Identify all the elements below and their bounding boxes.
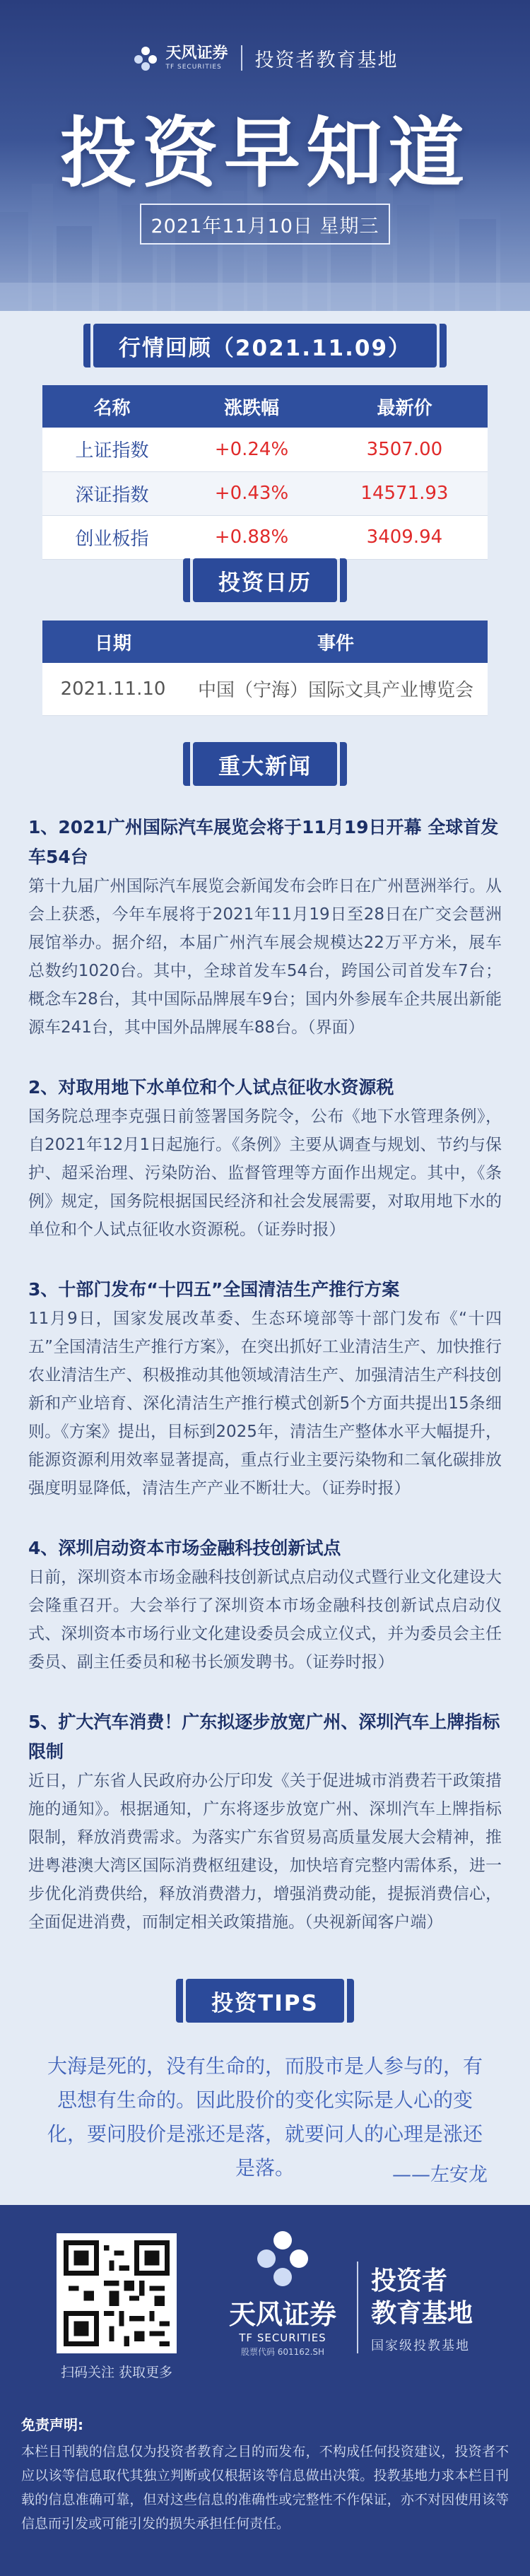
- tips-section-header: [0, 1979, 530, 2023]
- disclaimer-title: 免责声明:: [21, 2416, 83, 2433]
- base-subtitle: 国家级投教基地: [371, 2339, 470, 2353]
- market-col-price: 最新价: [322, 385, 488, 428]
- news-item: [28, 1534, 502, 1676]
- calendar-section-title: 投资日历: [193, 558, 337, 602]
- index-price: 3409.94: [322, 515, 488, 559]
- footer: [0, 2205, 530, 2576]
- brand-name-en: TF SECURITIES: [165, 63, 222, 71]
- base-title-line-1: 投资者: [371, 2266, 448, 2295]
- footer-brand-cn: 天风证券: [228, 2299, 336, 2330]
- news-section-header: [0, 742, 530, 786]
- market-section-title: 行情回顾（2021.11.09）: [93, 324, 437, 367]
- brand-logo: [131, 44, 228, 72]
- market-table: [42, 385, 488, 560]
- table-row: [42, 428, 488, 471]
- index-change: +0.43%: [182, 471, 322, 515]
- index-price: 3507.00: [322, 428, 488, 471]
- news-body: 第十九届广州国际汽车展览会新闻发布会昨日在广州琶洲举行。从会上获悉，今年车展将于2021年11月19日至28日在广交会琶洲展馆举办。据介绍，本届广州汽车展会规模达22万平方米，展车总数约1020台。其中，全球首发车54台，跨国公司首发车7台；概念车28台，其中国际品牌展车9台；国内外参展车企共展出新能源车241台，其中国外品牌展车88台。（界面）: [28, 877, 502, 1037]
- footer-brand-en: TF SECURITIES: [239, 2331, 326, 2344]
- brand-name-cn: 天风证券: [165, 44, 228, 62]
- date-label: 2021年11月10日 星期三: [140, 204, 390, 245]
- news-list: [28, 813, 502, 1968]
- index-price: 14571.93: [322, 471, 488, 515]
- event-name: 中国（宁海）国际文具产业博览会: [184, 663, 488, 715]
- table-row: [42, 515, 488, 559]
- index-change: +0.24%: [182, 428, 322, 471]
- brand-subtitle: 投资者教育基地: [254, 49, 399, 71]
- disclaimer-body: 本栏目刊载的信息仅为投资者教育之目的而发布，不构成任何投资建议，投资者不应以该等信息取代其独立判断或仅根据该等信息做出决策。投教基地力求本栏目刊载的信息准确可靠，但对这些信息的准确性或完整性不作保证，亦不对因使用该等信息而引发或可能引发的损失承担任何责任。: [21, 2444, 509, 2531]
- index-name: 上证指数: [42, 428, 182, 471]
- tips-author: ——左安龙: [392, 2164, 488, 2186]
- tips-section-title: 投资TIPS: [186, 1979, 344, 2023]
- index-name: 创业板指: [42, 515, 182, 559]
- qr-caption: 扫码关注 获取更多: [60, 2365, 173, 2380]
- header-hero: [0, 0, 530, 311]
- news-item: [28, 813, 502, 1042]
- calendar-col-event: 事件: [184, 621, 488, 663]
- tf-logo-icon: [131, 44, 160, 72]
- tf-logo-icon: [251, 2226, 314, 2290]
- qr-code-icon: [64, 2240, 170, 2346]
- news-body: 11月9日，国家发展改革委、生态环境部等十部门发布《“十四五”全国清洁生产推行方案》，在突出抓好工业清洁生产、加快推行农业清洁生产、积极推动其他领域清洁生产、加强清洁生产科技创新和产业培育、深化清洁生产推行模式创新5个方面共提出15条细则。《方案》提出，目标到2025年，清洁生产整体水平大幅提升，能源资源利用效率显著提高，重点行业主要污染物和二氧化碳排放强度明显降低，清洁生产产业不断壮大。（证券时报）: [28, 1310, 502, 1498]
- brand-row: [0, 44, 530, 72]
- tips-quote: 大海是死的，没有生命的，而股市是人参与的，有思想有生命的。因此股价的变化实际是人心的变化，要问股价是涨还是落，就要问人的心理是涨还是落。: [47, 2054, 483, 2180]
- brand-divider: [241, 45, 242, 71]
- calendar-table: [42, 621, 488, 716]
- table-row: [42, 471, 488, 515]
- news-body: 国务院总理李克强日前签署国务院令，公布《地下水管理条例》，自2021年12月1日起施行。《条例》主要从调查与规划、节约与保护、超采治理、污染防治、监督管理等方面作出规定。其中，《条例》规定，国务院根据国民经济和社会发展需要，对取用地下水的单位和个人试点征收水资源税。（证券时报）: [28, 1107, 502, 1239]
- news-item: [28, 1073, 502, 1244]
- news-title: 3、十部门发布“十四五”全国清洁生产推行方案: [28, 1279, 400, 1300]
- calendar-section-header: [0, 558, 530, 602]
- news-section-title: 重大新闻: [193, 742, 337, 786]
- base-title-line-2: 教育基地: [371, 2299, 473, 2328]
- qr-code[interactable]: [57, 2233, 177, 2353]
- footer-logo: [226, 2226, 339, 2358]
- index-name: 深证指数: [42, 471, 182, 515]
- footer-base: [371, 2265, 473, 2354]
- index-change: +0.88%: [182, 515, 322, 559]
- news-item: [28, 1707, 502, 1936]
- news-title: 5、扩大汽车消费！广东拟逐步放宽广州、深圳汽车上牌指标限制: [28, 1712, 500, 1762]
- page-title: 投资早知道: [59, 110, 470, 198]
- table-row: [42, 663, 488, 715]
- news-item: [28, 1275, 502, 1502]
- news-body: 近日，广东省人民政府办公厅印发《关于促进城市消费若干政策措施的通知》。根据通知，广东将逐步放宽广州、深圳汽车上牌指标限制，释放消费需求。为落实广东省贸易高质量发展大会精神，推进粤港澳大湾区国际消费枢纽建设，加快培育完整内需体系，进一步优化消费供给，释放消费潜力，增强消费动能，提振消费信心，全面促进消费，而制定相关政策措施。（央视新闻客户端）: [28, 1772, 502, 1931]
- event-date: 2021.11.10: [42, 663, 184, 715]
- calendar-col-date: 日期: [42, 621, 184, 663]
- disclaimer: [21, 2413, 509, 2536]
- news-title: 2、对取用地下水单位和个人试点征收水资源税: [28, 1077, 394, 1098]
- market-col-name: 名称: [42, 385, 182, 428]
- news-body: 日前，深圳资本市场金融科技创新试点启动仪式暨行业文化建设大会隆重召开。大会举行了深圳资本市场金融科技创新试点启动仪式、深圳资本市场行业文化建设委员会成立仪式，并为委员会主任委员、副主任委员和秘书长颁发聘书。（证券时报）: [28, 1568, 502, 1671]
- news-title: 1、2021广州国际汽车展览会将于11月19日开幕 全球首发车54台: [28, 817, 499, 867]
- market-section-header: [0, 324, 530, 367]
- market-col-change: 涨跌幅: [182, 385, 322, 428]
- footer-divider: [357, 2262, 358, 2353]
- news-title: 4、深圳启动资本市场金融科技创新试点: [28, 1538, 341, 1558]
- stock-code: 股票代码 601162.SH: [240, 2347, 325, 2357]
